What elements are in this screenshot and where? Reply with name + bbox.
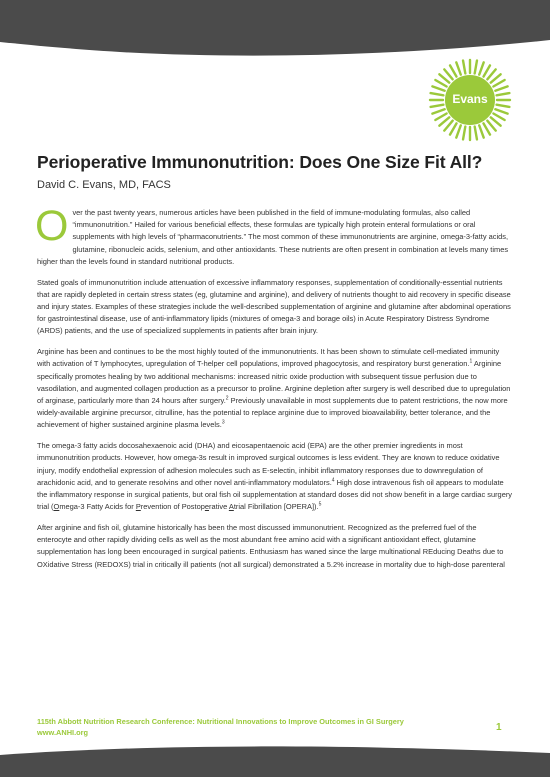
text-run: Previously unavailable in most supplements due to patent restrictions, the now more widely-available arginine precursor, citrulline, has the potential to replace arginine due to improved bioavailability, better tolerance, and the achievement of higher sustained arginine plasma levels. (37, 396, 508, 430)
footer-url[interactable]: www.ANHI.org (37, 727, 89, 737)
logo-ray (479, 125, 483, 137)
text-run: High dose intravenous fish oil appears to modulate the inflammatory response in surgical patients, but oral fish oil supplementation at standard doses did not show benefit in a large cardiac surgery trial ( (37, 477, 513, 512)
logo-ray (450, 65, 457, 76)
logo-ray (444, 69, 452, 79)
paragraph-intro (35, 202, 513, 268)
logo-ray (484, 65, 491, 76)
acronym-letter: O (53, 502, 60, 512)
article-body (35, 202, 513, 579)
reference-marker: 5 (318, 501, 322, 508)
logo-ray (450, 123, 457, 134)
text-run: rative (209, 502, 229, 512)
footer-conference: 115th Abbott Nutrition Research Conference: Nutritional Innovations to Improve Outcomes in GI Surgery (37, 717, 404, 726)
logo-ray (479, 62, 483, 74)
logo-ray (493, 80, 504, 87)
logo-ray (444, 121, 452, 131)
logo-ray (463, 61, 465, 74)
text-run: Arginine specifically promotes healing by two additional mechanisms: increased nitric oxide production with subsequent tissue perfusion due to vasodilation, and augmented collagen production as a precursor to proline. Arginine depletion after surgery is well described due to upregulation of arginase, particularly more than 24 hours after surgery. (37, 359, 511, 406)
logo-ray (484, 123, 491, 134)
logo-ray (435, 114, 446, 121)
logo-ray (439, 117, 449, 125)
reference-marker: 3 (221, 419, 225, 426)
logo-ray (493, 114, 504, 121)
logo-ray (463, 127, 465, 140)
logo-ray (491, 74, 501, 82)
logo-ray (495, 86, 507, 90)
acronym-letter: e (204, 502, 210, 512)
logo-ray (456, 62, 460, 74)
article-author: David C. Evans, MD, FACS (37, 179, 171, 191)
logo-ray (439, 74, 449, 82)
logo-ray (475, 127, 477, 140)
article-title: Perioperative Immunonutrition: Does One Size Fit All? (37, 152, 483, 172)
paragraph-glutamine: After arginine and fish oil, glutamine historically has been the most discussed immunonutrient. Recognized as the preferred fuel of the enterocyte and other rapidly dividing cells as well as the most abundant free amino acid with a significant antioxidant effect, glutamine supplementation has long been encouraged in surgical patients. Enthusiasm has waned since the large multinational REducing Deaths due to OXidative Stress (REDOXS) trial in critically ill patients (not all surgical) demonstrated a 5.2% increase in mortality due to high-dose parenteral (37, 523, 505, 569)
page-number: 1 (496, 722, 502, 733)
text-run: mega-3 Fatty Acids for (59, 502, 136, 512)
text-run: The omega-3 fatty acids docosahexaenoic acid (DHA) and eicosapentaenoic acid (EPA) are the other premier ingredients in most immunonutrition products. However, how omega-3s result in improved surgical outcomes is less evident. They are known to reduce oxidative injury, modify endothelial expression of adhesion molecules such as E-selectin, inhibit inflammatory responses due to downregulation of arachidonic acid, and to generate resolvins and other novel anti-inflammatory modulators. (37, 441, 500, 487)
logo-ray (435, 80, 446, 87)
paragraph-omega3 (37, 440, 513, 513)
drop-cap: O (35, 202, 69, 250)
reference-marker: 2 (225, 395, 229, 402)
paragraph-intro-text: ver the past twenty years, numerous articles have been published in the field of immune-modulating formulas, also called “immunonutrition.” Hailed for various beneficial effects, these formulas are typically high protein enteral formulations or oral supplements with high levels of “pharmaconutrients.” The most common of these immunonutrients are arginine, omega-3-fatty acids, glutamine, ribonucleic acids, selenium, and other antioxidants. These nutrients are often present in combination at levels many times higher than the levels found in standard nutritional products. (37, 208, 509, 266)
logo-ray (491, 117, 501, 125)
logo-ray (475, 61, 477, 74)
paragraph-arginine (37, 346, 513, 431)
footer-band (0, 733, 550, 777)
logo-ray (456, 125, 460, 137)
footer-wave-graphic (0, 733, 550, 777)
reference-marker: 4 (331, 477, 335, 484)
text-run: trial Fibrillation [OPERA]). (233, 502, 319, 512)
logo-text: Evans (452, 92, 488, 106)
acronym-letter: P (135, 502, 141, 512)
evans-logo (428, 58, 512, 142)
logo-ray (495, 109, 507, 113)
acronym-letter: A (228, 502, 234, 512)
logo-ray (487, 121, 495, 131)
text-run: revention of Postop (140, 502, 205, 512)
logo-ray (487, 69, 495, 79)
logo-ray (432, 86, 444, 90)
logo-ray (432, 109, 444, 113)
reference-marker: 1 (469, 358, 473, 365)
paragraph-goals: Stated goals of immunonutrition include attenuation of excessive inflammatory responses, supplementation of conditionally-essential nutrients that are rapidly depleted in certain stress states (eg, glutamine and arginine), and delivery of nutrients thought to aid recovery in specific disease and injury states. Examples of these strategies include the well-described supplementation of arginine and glutamine after abdominal operations for gastrointestinal disease, use of anti-inflammatory lipids (mixtures of omega-3 and borage oils) in Acute Respiratory Distress Syndrome (ARDS) patients, and the use of specialized supplements in patients after brain injury. (37, 277, 511, 336)
text-run: Arginine has been and continues to be the most highly touted of the immunonutrients. It has been shown to stimulate cell-mediated immunity with activation of T lymphocytes, upregulation of T-helper cell populations, improved phagocytosis, and respiratory burst generation. (37, 347, 500, 369)
